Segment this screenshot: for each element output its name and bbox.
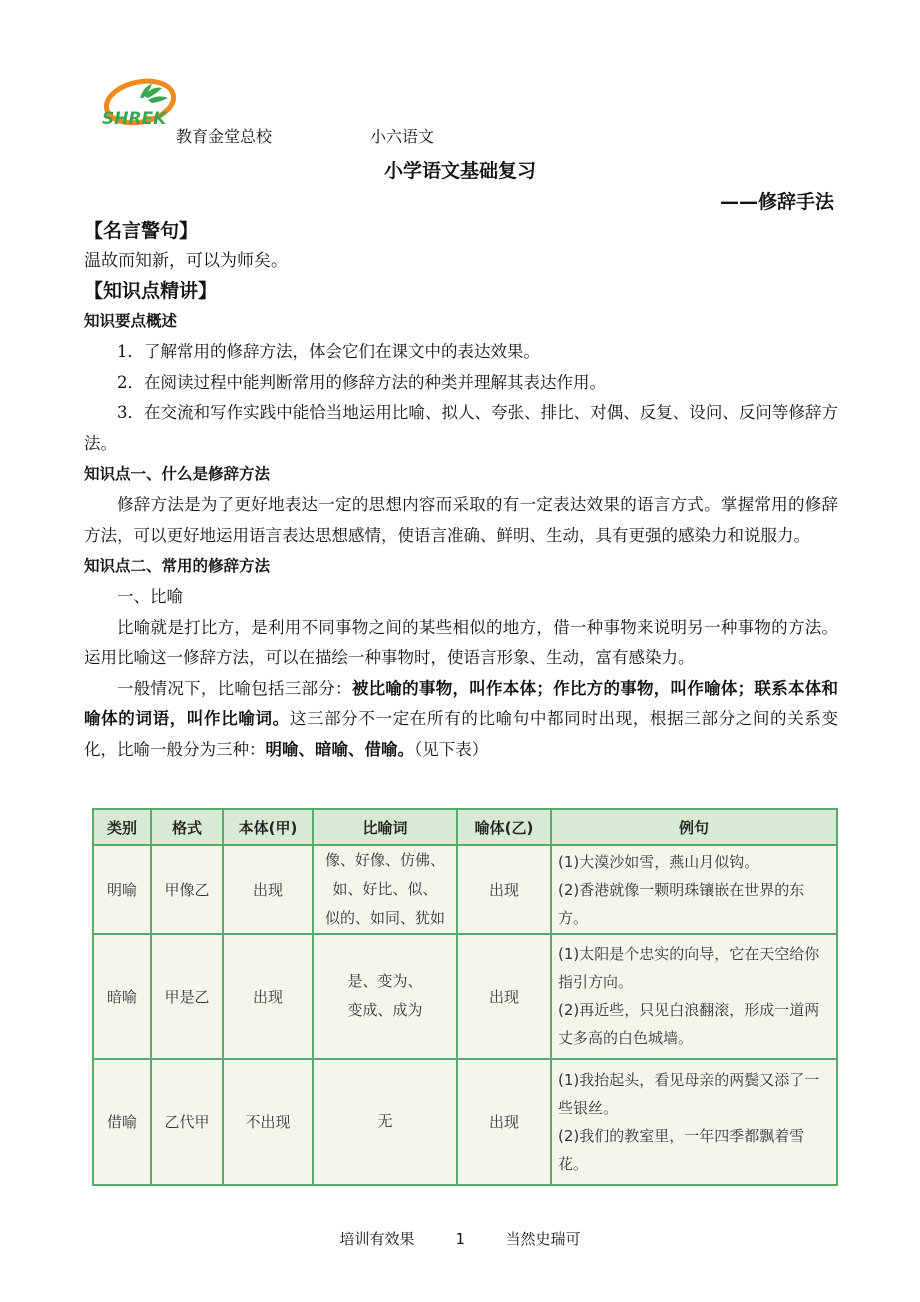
motto-heading: 【名言警句】 [84, 220, 199, 242]
subject-name: 小六语文 [370, 127, 435, 146]
cell-words [313, 934, 457, 1058]
col-header: 喻体(乙) [457, 809, 551, 845]
metaphor-types: 明喻、暗喻、借喻。 [265, 739, 414, 759]
metaphor-parts [84, 674, 838, 766]
logo-graphic [100, 74, 180, 132]
example-sentence: (2)我们的教室里，一年四季都飘着雪花。 [558, 1126, 805, 1173]
cell-format: 乙代甲 [151, 1059, 223, 1185]
cell-type: 借喻 [93, 1059, 151, 1185]
col-header: 类别 [93, 809, 151, 845]
overview-item: 2．在阅读过程中能判断常用的修辞方法的种类并理解其表达作用。 [117, 372, 606, 392]
cell-tenor: 出现 [223, 934, 313, 1058]
table-row [93, 845, 837, 934]
metaphor-table [92, 808, 836, 1186]
table-row [93, 1059, 837, 1185]
parts-definition: 被比喻的事物，叫作本体；作比方的事物，叫作喻体；联系本体和喻体的词语，叫作比喻词。 [84, 678, 839, 728]
metaphor-table-grid [92, 808, 838, 1186]
footer-slogan-left: 培训有效果 [339, 1230, 415, 1248]
cell-examples [551, 934, 837, 1058]
cell-type: 暗喻 [93, 934, 151, 1058]
cell-type: 明喻 [93, 845, 151, 934]
overview-heading: 知识要点概述 [84, 312, 178, 330]
example-sentence: (2)香港就像一颗明珠镶嵌在世界的东方。 [558, 880, 805, 927]
see-table-note: （见下表） [414, 739, 489, 759]
cell-examples [551, 845, 837, 934]
parts-intro: 一般情况下，比喻包括三部分： [117, 678, 352, 698]
metaphor-word-line: 如、好比、似、 [332, 880, 438, 899]
example-sentence: (2)再近些，只见白浪翻滚，形成一道两丈多高的白色城墙。 [558, 1001, 820, 1048]
cell-vehicle: 出现 [457, 1059, 551, 1185]
footer-slogan-right: 当然史瑞可 [505, 1230, 581, 1248]
point1-heading: 知识点一、什么是修辞方法 [84, 465, 271, 483]
table-header-row [93, 809, 837, 845]
page-number: 1 [455, 1230, 465, 1248]
metaphor-word-line: 变成、成为 [347, 1001, 423, 1020]
metaphor-word-line: 似的、如同、犹如 [324, 909, 445, 928]
point2-heading: 知识点二、常用的修辞方法 [84, 557, 271, 575]
school-logo [100, 74, 180, 132]
page-footer [0, 1228, 920, 1249]
school-name: 教育金堂总校 [176, 127, 273, 146]
motto-text: 温故而知新，可以为师矣。 [84, 251, 288, 271]
metaphor-word-line: 无 [377, 1112, 393, 1131]
table-row [93, 934, 837, 1058]
main-content [84, 216, 838, 765]
metaphor-subheading: 一、比喻 [117, 587, 183, 606]
overview-item: 3．在交流和写作实践中能恰当地运用比喻、拟人、夸张、排比、对偶、反复、设问、反问等修辞方法。 [84, 403, 838, 453]
example-sentence: (1)太阳是个忠实的向导，它在天空给你指引方向。 [558, 945, 820, 992]
metaphor-word-line: 是、变为、 [347, 972, 423, 991]
parts-explanation: 这三部分不一定在所有的比喻句中都同时出现，根据三部分之间的关系变化，比喻一般分为三种： [84, 709, 839, 759]
overview-item: 1．了解常用的修辞方法，体会它们在课文中的表达效果。 [117, 342, 540, 361]
col-header: 比喻词 [313, 809, 457, 845]
cell-vehicle: 出现 [457, 845, 551, 934]
col-header: 本体(甲) [223, 809, 313, 845]
page-title: 小学语文基础复习 [383, 160, 536, 182]
col-header: 格式 [151, 809, 223, 845]
metaphor-word-line: 像、好像、仿佛、 [324, 851, 445, 870]
example-sentence: (1)我抬起头，看见母亲的两鬓又添了一些银丝。 [558, 1070, 820, 1117]
cell-examples [551, 1059, 837, 1185]
cell-format: 甲像乙 [151, 845, 223, 934]
page-subtitle: ——修辞手法 [719, 191, 834, 213]
cell-tenor: 出现 [223, 845, 313, 934]
cell-format: 甲是乙 [151, 934, 223, 1058]
col-header: 例句 [551, 809, 837, 845]
metaphor-definition: 比喻就是打比方，是利用不同事物之间的某些相似的地方，借一种事物来说明另一种事物的方法。运用比喻这一修辞方法，可以在描绘一种事物时，使语言形象、生动，富有感染力。 [84, 617, 838, 667]
cell-words [313, 1059, 457, 1185]
knowledge-heading: 【知识点精讲】 [84, 280, 218, 302]
cell-vehicle: 出现 [457, 934, 551, 1058]
cell-words [313, 845, 457, 934]
example-sentence: (1)大漠沙如雪，燕山月似钩。 [558, 852, 760, 871]
svg-text:SHREK: SHREK [102, 109, 167, 129]
point1-text: 修辞方法是为了更好地表达一定的思想内容而采取的有一定表达效果的语言方式。掌握常用的修辞方法，可以更好地运用语言表达思想感情，使语言准确、鲜明、生动，具有更强的感染力和说服力。 [84, 495, 838, 545]
cell-tenor: 不出现 [223, 1059, 313, 1185]
